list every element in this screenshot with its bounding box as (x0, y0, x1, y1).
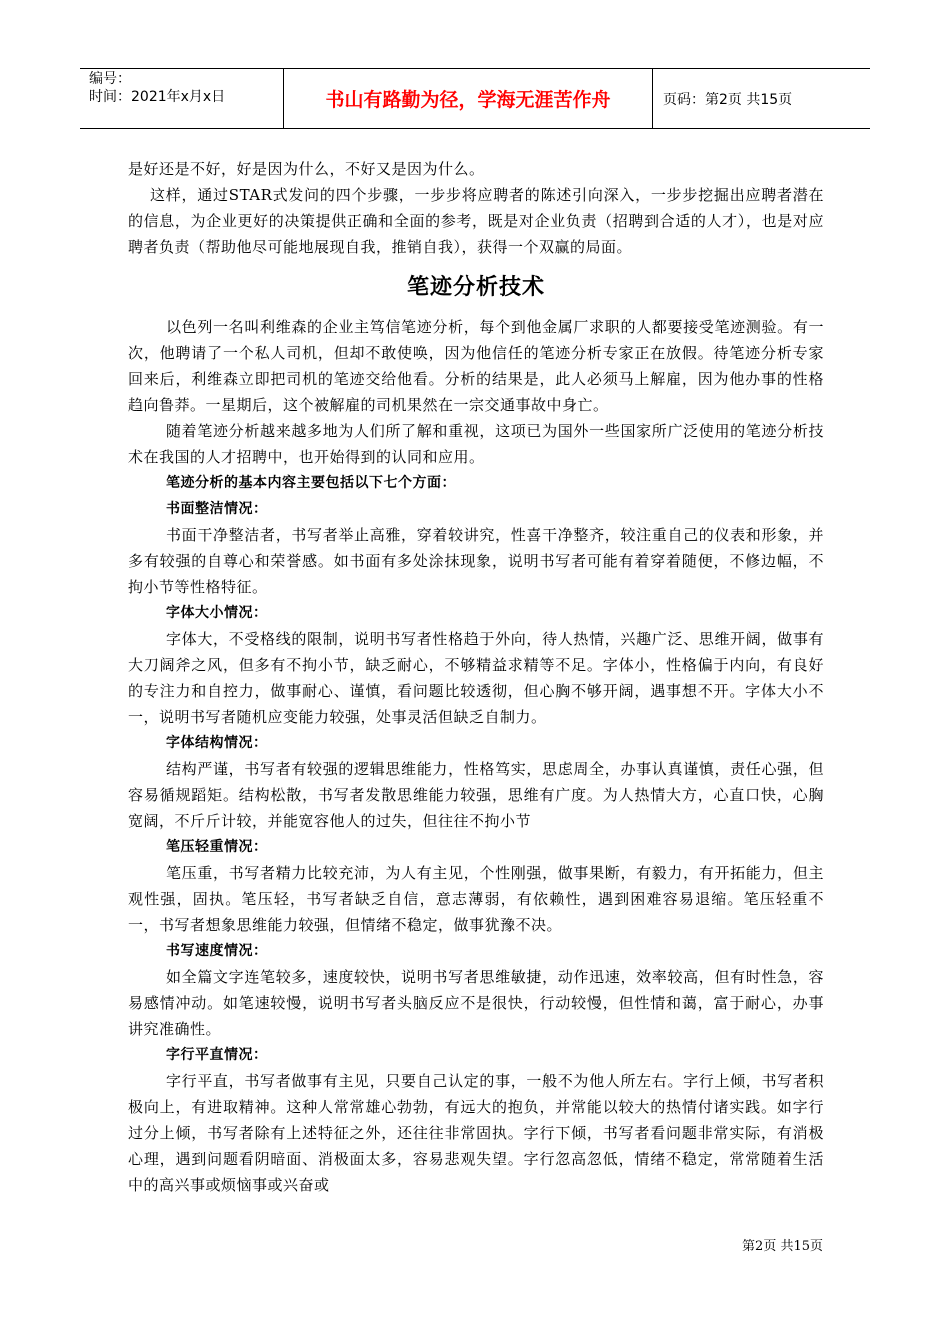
intro-line: 笔迹分析的基本内容主要包括以下七个方面： (166, 475, 456, 491)
paragraph: 字行平直，书写者做事有主见，只要自己认定的事，一般不为他人所左右。字行上倾，书写者积极向上，有进取精神。这种人常常雄心勃勃，有远大的抱负，并常能以较大的热情付诸实践。如字行过分上倾，书写者除有上述特征之外，还往往非常固执。字行下倾，书写者看问题非常实际，有消极心理，遇到问题看阴暗面、消极面太多，容易悲观失望。字行忽高忽低，情绪不稳定，常常随着生活中的高兴事或烦恼事或兴奋或 (128, 1072, 824, 1194)
subsection-title: 字行平直情况： (166, 1047, 268, 1063)
subsection-title: 书面整洁情况： (166, 501, 268, 517)
paragraph: 书面干净整洁者，书写者举止高雅，穿着较讲究，性喜干净整齐，较注重自己的仪表和形象，并多有较强的自尊心和荣誉感。如书面有多处涂抹现象，说明书写者可能有着穿着随便，不修边幅，不拘小节等性格特征。 (128, 526, 824, 596)
subsection-title: 字体结构情况： (166, 735, 268, 751)
date-label: 时间：2021年x月x日 (89, 89, 226, 105)
paragraph: 如全篇文字连笔较多，速度较快，说明书写者思维敏捷，动作迅速，效率较高，但有时性急，容易感情冲动。如笔速较慢，说明书写者头脑反应不是很快，行动较慢，但性情和蔼，富于耐心，办事讲究准确性。 (128, 968, 824, 1038)
header-page-label: 页码：第2页 共15页 (663, 91, 793, 108)
paragraph: 随着笔迹分析越来越多地为人们所了解和重视，这项已为国外一些国家所广泛使用的笔迹分析技术在我国的人才招聘中，也开始得到的认同和应用。 (128, 422, 824, 466)
header-meta (80, 69, 283, 128)
paragraph: 结构严谨，书写者有较强的逻辑思维能力，性格笃实，思虑周全，办事认真谨慎，责任心强，但容易循规蹈矩。结构松散，书写者发散思维能力较强，思维有广度。为人热情大方，心直口快，心胸宽阔，不斤斤计较，并能宽容他人的过失，但往往不拘小节 (128, 760, 824, 830)
page-header (80, 68, 870, 129)
section-heading: 笔迹分析技术 (406, 275, 545, 300)
subsection-title: 书写速度情况： (166, 943, 268, 959)
paragraph: 以色列一名叫利维森的企业主笃信笔迹分析，每个到他金属厂求职的人都要接受笔迹测验。有一次，他聘请了一个私人司机，但却不敢使唤，因为他信任的笔迹分析专家正在放假。待笔迹分析专家回来后，利维森立即把司机的笔迹交给他看。分析的结果是，此人必须马上解雇，因为他办事的性格趋向鲁莽。一星期后，这个被解雇的司机果然在一宗交通事故中身亡。 (128, 318, 824, 414)
subsection-title: 字体大小情况： (166, 605, 268, 621)
subsection-title: 笔压轻重情况： (166, 839, 268, 855)
number-label: 编号： (89, 71, 131, 87)
header-motto: 书山有路勤为径，学海无涯苦作舟 (283, 69, 653, 128)
paragraph: 这样，通过STAR式发问的四个步骤，一步步将应聘者的陈述引向深入，一步步挖掘出应聘者潜在的信息，为企业更好的决策提供正确和全面的参考，既是对企业负责（招聘到合适的人才），也是对应聘者负责（帮助他尽可能地展现自我，推销自我），获得一个双赢的局面。 (128, 186, 824, 256)
paragraph: 是好还是不好，好是因为什么，不好又是因为什么。 (128, 160, 485, 178)
paragraph: 笔压重，书写者精力比较充沛，为人有主见，个性刚强，做事果断，有毅力，有开拓能力，但主观性强，固执。笔压轻，书写者缺乏自信，意志薄弱，有依赖性，遇到困难容易退缩。笔压轻重不一，书写者想象思维能力较强，但情绪不稳定，做事犹豫不决。 (128, 864, 824, 934)
document-body (128, 156, 824, 1198)
paragraph: 字体大，不受格线的限制，说明书写者性格趋于外向，待人热情，兴趣广泛、思维开阔，做事有大刀阔斧之风，但多有不拘小节，缺乏耐心，不够精益求精等不足。字体小，性格偏于内向，有良好的专注力和自控力，做事耐心、谨慎，看问题比较透彻，但心胸不够开阔，遇事想不开。字体大小不一，说明书写者随机应变能力较强，处事灵活但缺乏自制力。 (128, 630, 824, 726)
page-footer: 第2页 共15页 (742, 1239, 823, 1254)
